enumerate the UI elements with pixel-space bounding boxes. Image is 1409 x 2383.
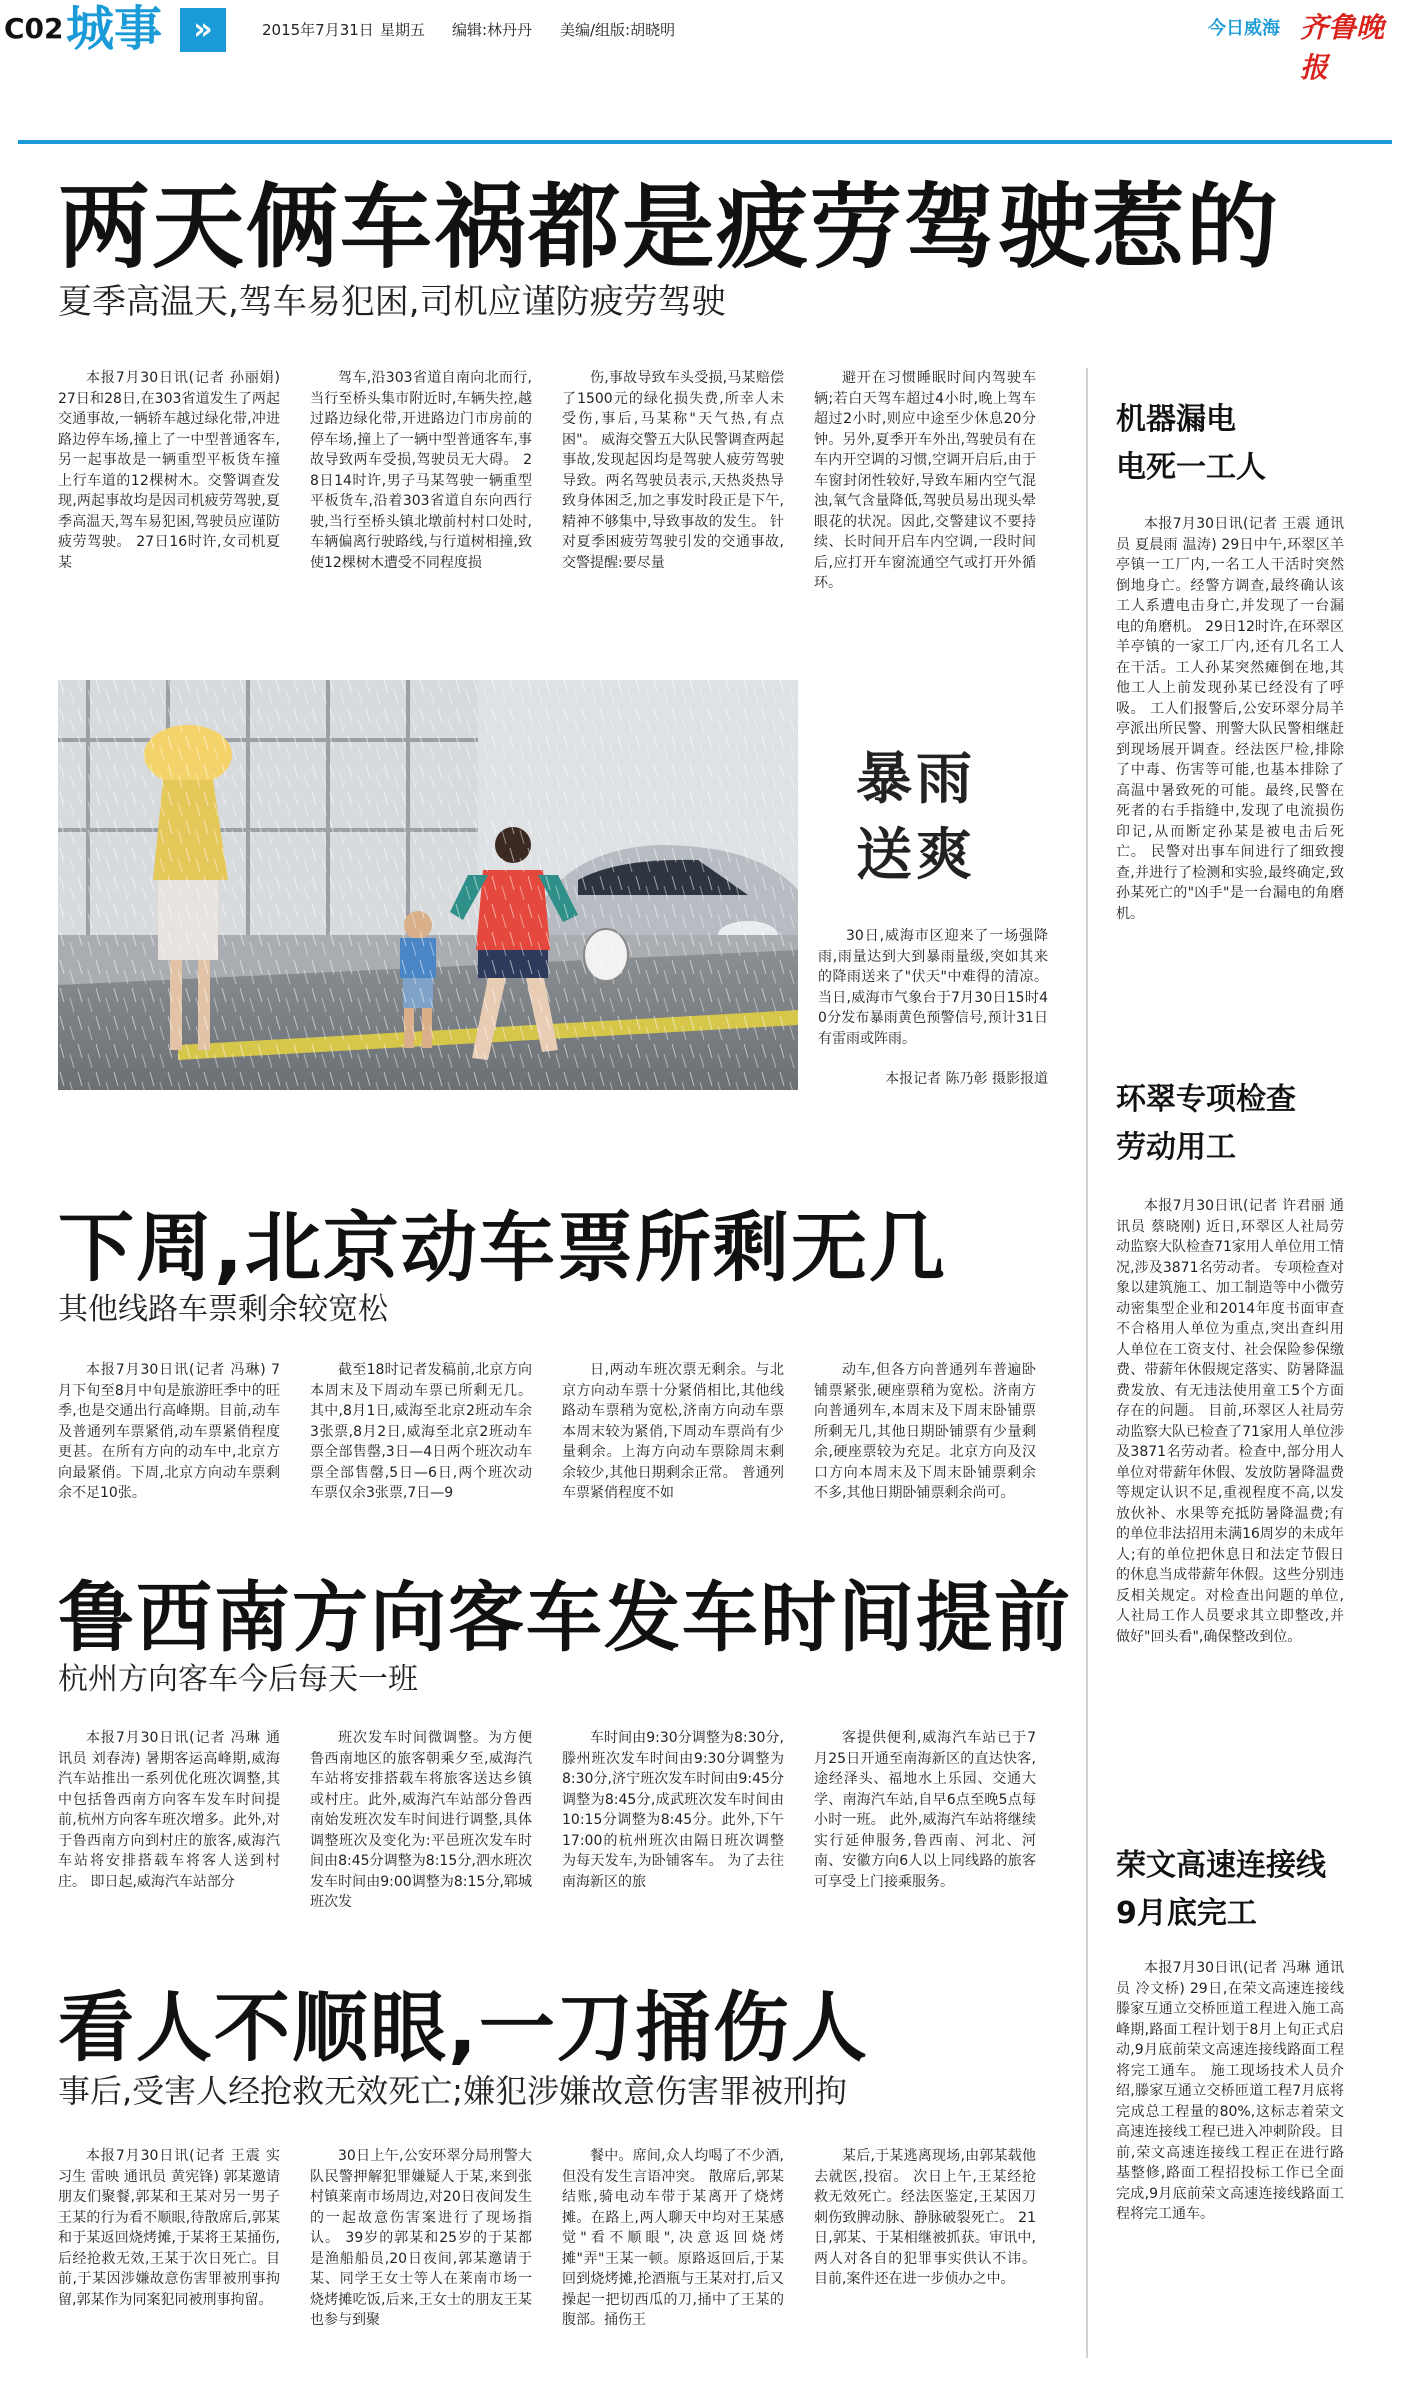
story1-headline: 两天俩车祸都是疲劳驾驶惹的: [58, 174, 1281, 281]
sidebar-story1-body: 本报7月30日讯(记者 王震 通讯员 夏晨雨 温涛) 29日中午,环翠区羊亭镇一工厂内,一名工人干活时突然倒地身亡。经警方调查,最终确认该工人系遭电击身亡,并发现了一台漏电的角磨机。 29日12时许,在环翠区羊亭镇的一家工厂内,还有几名工人在干活。工人孙某突然瘫倒在地,其他工人上前发现孙某已经没有了呼吸。 工人们报警后,公安环翠分局羊亭派出所民警、刑警大队民警相继赶到现场展开调查。经法医尸检,排除了中毒、伤害等可能,也基本排除了高温中暑致死的可能。最终,民警在死者的右手指缝中,发现了电流损伤印记,从而断定孙某是被电击后死亡。 民警对出事车间进行了细致搜查,并进行了检测和实验,最终确定,致孙某死亡的"凶手"是一台漏电的角磨机。: [1116, 516, 1344, 922]
sidebar-story2-title-line2: 劳动用工: [1116, 1130, 1236, 1165]
sidebar-story2-title-line1: 环翠专项检查: [1116, 1082, 1296, 1117]
story1-column-1: 本报7月30日讯(记者 孙丽娟) 27日和28日,在303省道发生了两起交通事故,一辆轿车越过绿化带,冲进路边停车场,撞上了一中型普通客车,另一起事故是一辆重型平板货车撞上行车道的12棵树木。交警调查发现,两起事故均是因司机疲劳驾驶,夏季高温天,驾车易犯困,驾驶员应谨防疲劳驾驶。 27日16时许,女司机夏某: [58, 370, 280, 571]
story2-column-4: 动车,但各方向普通列车普遍卧铺票紧张,硬座票稍为宽松。济南方向普通列车,本周末及下周末卧铺票所剩无几,其他日期卧铺票有少量剩余,硬座票较为充足。北京方向及汉口方向本周末及下周末卧铺票剩余不多,其他日期卧铺票剩余尚可。: [814, 1362, 1036, 1501]
story1-subheadline: 夏季高温天,驾车易犯困,司机应谨防疲劳驾驶: [58, 282, 726, 322]
sidebar-story1-title-line2: 电死一工人: [1116, 450, 1266, 485]
sidebar-story2-body: 本报7月30日讯(记者 许君丽 通讯员 蔡晓刚) 近日,环翠区人社局劳动监察大队检查71家用人单位用工情况,涉及3871名劳动者。 专项检查对象以建筑施工、加工制造等中小微劳动密集型企业和2014年度书面审查不合格用人单位为重点,突出查纠用人单位在工资支付、社会保险参保缴费、带薪年休假规定落实、防暑降温费发放、有无违法使用童工5个方面存在的问题。 目前,环翠区人社局劳动监察大队已检查了71家用人单位涉及3871名劳动者。检查中,部分用人单位对带薪年休假、发放防暑降温费等规定认识不足,重视程度不高,以发放伙补、水果等充抵防暑降温费;有的单位非法招用未满16周岁的未成年人;有的单位把休息日和法定节假日的休息当成带薪年休假。这些分别违反相关规定。对检查出问题的单位,人社局工作人员要求其立即整改,并做好"回头看",确保整改到位。: [1116, 1198, 1344, 1645]
story4-subheadline: 事后,受害人经抢救无效死亡;嫌犯涉嫌故意伤害罪被刑拘: [58, 2072, 847, 2110]
story4-column-3: 餐中。席间,众人均喝了不少酒,但没有发生言语冲突。 散席后,郭某结账,骑电动车带于某离开了烧烤摊。在路上,两人聊天中均对王某感觉"看不顺眼",决意返回烧烤摊"弄"王某一顿。原路返回后,于某回到烧烤摊,抡酒瓶与王某对打,后又操起一把切西瓜的刀,捅中了王某的腹部。捅伤王: [562, 2148, 784, 2328]
story2-column-2: 截至18时记者发稿前,北京方向本周末及下周动车票已所剩无几。其中,8月1日,威海至北京2班动车余3张票,8月2日,威海至北京2班动车票全部售罄,3日—4日两个班次动车票全部售罄,5日—6日,两个班次动车票仅余3张票,7日—9: [310, 1362, 532, 1501]
story2-column-1: 本报7月30日讯(记者 冯琳) 7月下旬至8月中旬是旅游旺季中的旺季,也是交通出行高峰期。目前,动车及普通列车票紧俏,动车票紧俏程度更甚。在所有方向的动车中,北京方向最紧俏。下周,北京方向动车票剩余不足10张。: [58, 1362, 280, 1501]
header-rule: [18, 140, 1392, 144]
story3-column-3: 车时间由9:30分调整为8:30分,滕州班次发车时间由9:30分调整为8:30分,济宁班次发车时间由9:45分调整为8:45分,成武班次发车时间由10:15分调整为8:45分。此外,下午17:00的杭州班次由隔日班次调整为每天发车,为卧铺客车。 为了去往南海新区的旅: [562, 1730, 784, 1890]
sidebar-story3-body: 本报7月30日讯(记者 冯琳 通讯员 冷文桥) 29日,在荣文高速连接线滕家互通立交桥匝道工程进入施工高峰期,路面工程计划于8月上旬正式启动,9月底前荣文高速连接线路面工程将完工通车。 施工现场技术人员介绍,滕家互通立交桥匝道工程7月底将完成总工程量的80%,这标志着荣文高速连接线工程已进入冲刺阶段。目前,荣文高速连接线工程正在进行路基整修,路面工程招投标工作已全面完成,9月底前荣文高速连接线路面工程将完工通车。: [1116, 1960, 1344, 2222]
story3-column-4: 客提供便利,威海汽车站已于7月25日开通至南海新区的直达快客,途经泽头、福地水上乐园、交通大学、南海汽车站,自早6点至晚5点每小时一班。 此外,威海汽车站将继续实行延伸服务,鲁西南、河北、河南、安徽方向6人以上同线路的旅客可享受上门接乘服务。: [814, 1730, 1036, 1890]
design-credit: 美编/组版:胡晓明: [560, 21, 676, 39]
story4-column-1: 本报7月30日讯(记者 王震 实习生 雷映 通讯员 黄宪锋) 郭某邀请朋友们聚餐,郭某和王某对另一男子王某的行为看不顺眼,待散席后,郭某和于某返回烧烤摊,于某将王某捅伤,后经抢救无效,王某于次日死亡。目前,于某因涉嫌故意伤害罪被刑事拘留,郭某作为同案犯同被刑事拘留。: [58, 2148, 280, 2308]
story2-headline: 下周,北京动车票所剩无几: [58, 1203, 947, 1292]
sidebar-story1-title-line1: 机器漏电: [1116, 402, 1236, 437]
photo-caption: 30日,威海市区迎来了一场强降雨,雨量达到大到暴雨量级,突如其来的降雨送来了"伏天"中难得的清凉。当日,威海市气象台于7月30日15时40分发布暴雨黄色预警信号,预计31日有雷雨或阵雨。: [818, 928, 1048, 1047]
story4-column-4: 某后,于某逃离现场,由郭某载他去就医,投宿。 次日上午,王某经抢救无效死亡。经法医鉴定,王某因刀刺伤致脾动脉、静脉破裂死亡。 21日,郭某、于某相继被抓获。审讯中,两人对各自的犯罪事实供认不讳。目前,案件还在进一步侦办之中。: [814, 2148, 1036, 2287]
issue-date: 2015年7月31日: [262, 21, 374, 39]
sidebar-story3-title-line1: 荣文高速连接线: [1116, 1848, 1326, 1883]
issue-weekday: 星期五: [380, 21, 426, 39]
chevron-right-icon: »: [180, 8, 226, 52]
story2-subheadline: 其他线路车票剩余较宽松: [58, 1292, 388, 1327]
section-title: 城事: [66, 1, 163, 57]
story3-column-1: 本报7月30日讯(记者 冯琳 通讯员 刘春涛) 暑期客运高峰期,威海汽车站推出一系列优化班次调整,其中包括鲁西南方向客车发车时间提前,杭州方向客车班次增多。此外,对于鲁西南方向到村庄的旅客,威海汽车站将安排搭载车将客人送到村庄。 即日起,威海汽车站部分: [58, 1730, 280, 1890]
editor-credit: 编辑:林丹丹: [452, 21, 533, 39]
story3-column-2: 班次发车时间微调整。为方便鲁西南地区的旅客朝乘夕至,威海汽车站将安排搭载车将旅客送达乡镇或村庄。此外,威海汽车站部分鲁西南始发班次发车时间进行调整,具体调整班次及变化为:平邑班次发车时间由8:45分调整为8:15分,泗水班次发车时间由9:00调整为8:15分,郓城班次发: [310, 1730, 532, 1910]
photo-title-line2: 送爽: [856, 822, 976, 888]
story3-headline: 鲁西南方向客车发车时间提前: [58, 1573, 1072, 1662]
story3-subheadline: 杭州方向客车今后每天一班: [58, 1662, 418, 1697]
photo-title-line1: 暴雨: [856, 746, 976, 812]
story4-headline: 看人不顺眼,一刀捅伤人: [58, 1983, 869, 2072]
story4-column-2: 30日上午,公安环翠分局刑警大队民警押解犯罪嫌疑人于某,来到张村镇莱南市场周边,对20日夜间发生的一起故意伤害案进行了现场指认。 39岁的郭某和25岁的于某都是渔船船员,20日夜间,郭某邀请于某、同学王女士等人在莱南市场一烧烤摊吃饭,后来,王女士的朋友王某也参与到聚: [310, 2148, 532, 2328]
story2-column-3: 日,两动车班次票无剩余。与北京方向动车票十分紧俏相比,其他线路动车票稍为宽松,济南方向动车票本周末较为紧俏,下周动车票尚有少量剩余。上海方向动车票除周末剩余较少,其他日期剩余正常。 普通列车票紧俏程度不如: [562, 1362, 784, 1501]
story1-column-4: 避开在习惯睡眠时间内驾驶车辆;若白天驾车超过4小时,晚上驾车超过2小时,则应中途至少休息20分钟。另外,夏季开车外出,驾驶员有在车内开空调的习惯,空调开启后,由于车窗封闭性较好,导致车厢内空气混浊,氧气含量降低,驾驶员易出现头晕眼花的状况。因此,交警建议不要持续、长时间开启车内空调,一段时间后,应打开车窗流通空气或打开外循环。: [814, 370, 1036, 591]
page-number: C02: [4, 12, 64, 45]
story1-column-2: 驾车,沿303省道自南向北而行,当行至桥头集市附近时,车辆失控,越过路边绿化带,开进路边门市房前的停车场,撞上了一辆中型普通客车,事故导致两车受损,驾驶员无大碍。 28日14时许,男子马某驾驶一辆重型平板货车,沿着303省道自东向西行驶,当行至桥头镇北墩前村村口处时,车辆偏离行驶路线,与行道树相撞,致使12棵树木遭受不同程度损: [310, 370, 532, 571]
sidebar-divider: [1086, 368, 1088, 2358]
story1-column-3: 伤,事故导致车头受损,马某赔偿了1500元的绿化损失费,所幸人未受伤,事后,马某称"天气热,有点困"。 威海交警五大队民警调查两起事故,发现起因均是驾驶人疲劳驾驶导致。两名驾驶员表示,天热炎热导致身体困乏,加之事发时段正是下午,精神不够集中,导致事故的发生。 针对夏季困疲劳驾驶引发的交通事故,交警提醒:要尽量: [562, 370, 784, 571]
sidebar-story3-title-line2: 9月底完工: [1116, 1896, 1257, 1931]
photo-credit: 本报记者 陈乃彰 摄影报道: [885, 1071, 1048, 1087]
masthead-logo: 齐鲁晚报: [1300, 11, 1385, 84]
paper-section-name: 今日威海: [1208, 18, 1280, 39]
news-photo: [58, 680, 798, 1090]
